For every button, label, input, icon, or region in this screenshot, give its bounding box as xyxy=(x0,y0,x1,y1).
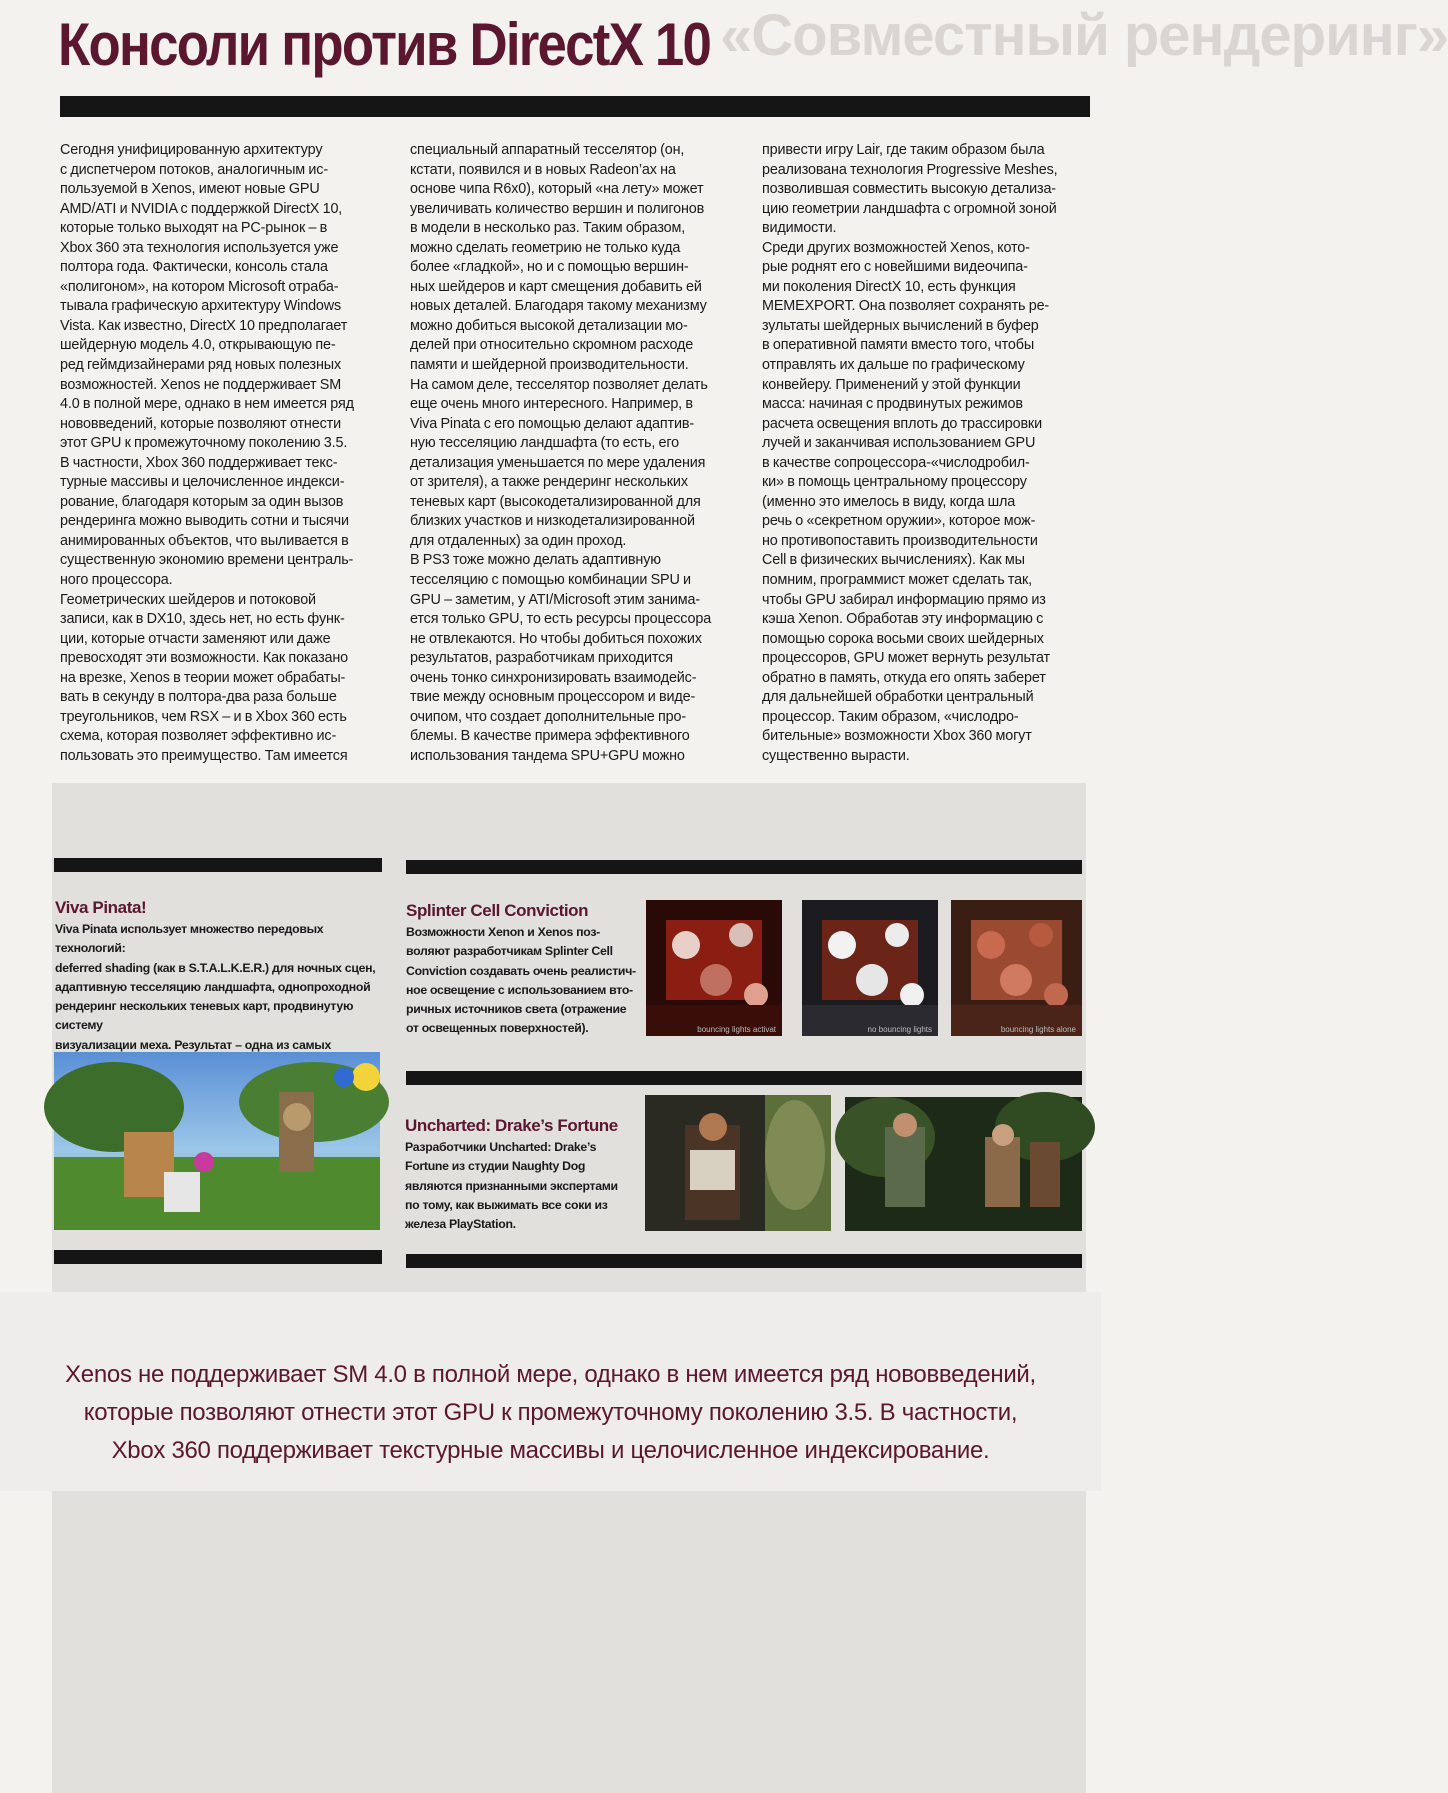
text-line: расчета освещения вплоть до трассировки xyxy=(762,415,1042,432)
uncharted-screenshot xyxy=(845,1097,1082,1231)
text-line: существенно вырасти. xyxy=(762,747,910,764)
text-line: записи, как в DX10, здесь нет, но есть функ- xyxy=(60,611,345,628)
caption-line: Fortune из студии Naughty Dog xyxy=(405,1159,586,1174)
uncharted-screenshot xyxy=(645,1095,831,1231)
text-line: турные массивы и целочисленное индекси- xyxy=(60,474,345,491)
caption-line: deferred shading (как в S.T.A.L.K.E.R.) для ночных сцен, xyxy=(55,960,376,975)
text-line: результатов, разработчикам приходится xyxy=(410,650,673,667)
text-line: процессор. Таким образом, «числодро- xyxy=(762,708,1019,725)
caption-line: ное освещение с использованием вто- xyxy=(406,982,633,997)
sidebar-rule xyxy=(54,858,382,872)
text-line: зультаты шейдерных вычислений в буфер xyxy=(762,317,1039,334)
caption-line: воляют разработчикам Splinter Cell xyxy=(406,944,613,959)
page-title: Консоли против DirectX 10 xyxy=(58,11,711,78)
shot-caption: no bouncing lights xyxy=(867,1025,932,1034)
text-line: Xbox 360 эта технология используется уже xyxy=(60,239,339,256)
text-line: лучей и заканчивая использованием GPU xyxy=(762,435,1036,452)
text-line: очипом, что создает дополнительные про- xyxy=(410,708,686,725)
text-line: речь о «секретном оружии», которое мож- xyxy=(762,513,1036,530)
text-line: Vista. Как известно, DirectX 10 предполагает xyxy=(60,317,348,334)
text-line: В частности, Xbox 360 поддерживает текс- xyxy=(60,454,338,471)
text-line: для отдаленных) за один проход. xyxy=(410,532,627,549)
text-line: пользовать это преимущество. Там имеется xyxy=(60,747,348,764)
text-line: блемы. В качестве примера эффективного xyxy=(410,728,690,745)
text-line: близких участков и низкодетализированной xyxy=(410,513,695,530)
text-line: ного процессора. xyxy=(60,572,173,589)
caption-line: ричных источников света (отражение xyxy=(406,1002,627,1017)
caption-line: Conviction создавать очень реалистич- xyxy=(406,963,636,978)
text-line: «полигоном», на котором Microsoft отраба- xyxy=(60,278,339,295)
text-line: Cell в физических вычислениях). Как мы xyxy=(762,552,1025,569)
text-line: для дальнейшей обработки центральный xyxy=(762,689,1034,706)
splinter-cell-screenshot xyxy=(802,900,938,1036)
text-line: процессоров, GPU может вернуть результат xyxy=(762,650,1050,667)
text-line: (именно это имелось в виду, когда шла xyxy=(762,493,1016,510)
splinter-cell-caption xyxy=(406,923,636,1039)
caption-line: являются признанными экспертами xyxy=(405,1178,618,1193)
text-line: позволившая совместить высокую детализа- xyxy=(762,181,1056,198)
text-line: ред геймдизайнерами ряд новых полезных xyxy=(60,357,342,374)
text-line: MEMEXPORT. Она позволяет сохранять ре- xyxy=(762,298,1050,315)
text-line: памяти и шейдерной производительности. xyxy=(410,357,689,374)
text-line: отправлять их дальше по графическому xyxy=(762,357,1025,374)
text-line: кэша Xenon. Обработав эту информацию с xyxy=(762,611,1044,628)
sidebar-rule xyxy=(54,1250,382,1264)
pullquote xyxy=(0,1356,1101,1470)
sidebar-rule xyxy=(406,1254,1082,1268)
title-rule xyxy=(60,96,1090,117)
sidebar-rule xyxy=(406,1071,1082,1085)
text-line: делей при относительно скромном расходе xyxy=(410,337,694,354)
article-column-1 xyxy=(60,141,390,767)
text-line: в качестве сопроцессора-«числодробил- xyxy=(762,454,1030,471)
text-line: конвейеру. Применений у этой функции xyxy=(762,376,1021,393)
text-line: тывала графическую архитектуру Windows xyxy=(60,298,342,315)
text-line: привести игру Lair, где таким образом была xyxy=(762,142,1045,158)
text-line: можно сделать геометрию не только куда xyxy=(410,239,681,256)
splinter-cell-screenshot xyxy=(646,900,782,1036)
text-line: В PS3 тоже можно делать адаптивную xyxy=(410,552,661,569)
text-line: GPU – заметим, у ATI/Microsoft этим занима- xyxy=(410,591,700,608)
text-line: На самом деле, тесселятор позволяет делать xyxy=(410,376,708,393)
text-line: с диспетчером потоков, аналогичным ис- xyxy=(60,161,328,178)
text-line: теневых карт (высокодетализированной для xyxy=(410,493,701,510)
caption-line: железа PlayStation. xyxy=(405,1217,516,1232)
text-line: помним, программист может сделать так, xyxy=(762,572,1033,589)
text-line: увеличивать количество вершин и полигонов xyxy=(410,200,705,217)
splinter-cell-screenshot xyxy=(951,900,1082,1036)
text-line: на врезке, Xenos в теории может обрабаты- xyxy=(60,669,346,686)
pullquote-line: Xbox 360 поддерживает текстурные массивы и целочисленное индексирование. xyxy=(111,1437,990,1464)
article-column-2 xyxy=(410,141,740,767)
article-column-3 xyxy=(762,141,1092,767)
caption-line: Разработчики Uncharted: Drake’s xyxy=(405,1140,597,1154)
text-line: чтобы GPU забирал информацию прямо из xyxy=(762,591,1046,608)
text-line: не отвлекаются. Но чтобы добиться похожих xyxy=(410,630,702,647)
text-line: ми поколения DirectX 10, есть функция xyxy=(762,278,1016,295)
text-line: вать в секунду в полтора-два раза больше xyxy=(60,689,337,706)
text-line: существенную экономию времени централь- xyxy=(60,552,354,569)
text-line: пользуемой в Xenos, имеют новые GPU xyxy=(60,181,320,198)
text-line: которые только выходят на PC-рынок – в xyxy=(60,220,328,237)
splinter-cell-title: Splinter Cell Conviction xyxy=(406,901,589,920)
text-line: основе чипа R6x0), который «на лету» может xyxy=(410,181,704,198)
text-line: тесселяцию с помощью комбинации SPU и xyxy=(410,572,691,589)
text-line: полтора года. Фактически, консоль стала xyxy=(60,259,328,276)
text-line: помощью сорока восьми своих шейдерных xyxy=(762,630,1044,647)
caption-line: по тому, как выжимать все соки из xyxy=(405,1197,608,1212)
caption-line: рендеринг нескольких теневых карт, продвинутую систему xyxy=(55,999,354,1033)
text-line: рендеринга можно выводить сотни и тысячи xyxy=(60,513,349,530)
viva-pinata-title: Viva Pinata! xyxy=(55,898,147,917)
text-line: в модели в несколько раз. Таким образом, xyxy=(410,220,686,237)
text-line: ции, которые отчасти заменяют или даже xyxy=(60,630,331,647)
text-line: использования тандема SPU+GPU можно xyxy=(410,747,685,764)
text-line: кстати, появился и в новых Radeon’ах на xyxy=(410,161,676,178)
text-line: цию геометрии ландшафта с огромной зоной xyxy=(762,200,1057,217)
text-line: в оперативной памяти вместо того, чтобы xyxy=(762,337,1035,354)
text-line: видимости. xyxy=(762,220,837,237)
viva-pinata-screenshot xyxy=(54,1052,380,1230)
text-line: AMD/ATI и NVIDIA с поддержкой DirectX 10, xyxy=(60,200,343,217)
text-line: твие между основным процессором и виде- xyxy=(410,689,696,706)
text-line: этот GPU к промежуточному поколению 3.5. xyxy=(60,435,348,452)
text-line: ется только GPU, то есть ресурсы процессора xyxy=(410,611,712,628)
text-line: можно добиться высокой детализации мо- xyxy=(410,317,688,334)
text-line: ную тесселяцию ландшафта (то есть, его xyxy=(410,435,680,452)
text-line: специальный аппаратный тесселятор (он, xyxy=(410,142,685,158)
text-line: Сегодня унифицированную архитектуру xyxy=(60,142,323,158)
sidebar-rule xyxy=(406,860,1082,874)
text-line: треугольников, чем RSX – и в Xbox 360 есть xyxy=(60,708,347,725)
text-line: Viva Pinata с его помощью делают адаптив- xyxy=(410,415,694,432)
caption-line: Viva Pinata использует множество передовых технологий: xyxy=(55,922,324,956)
ghost-title-bleed: «Совместный рендеринг» xyxy=(720,3,1448,68)
text-line: очень тонко синхронизировать взаимодейс- xyxy=(410,669,697,686)
text-line: ки» в помощь центральному процессору xyxy=(762,474,1027,491)
text-line: шейдерную модель 4.0, открывающую пе- xyxy=(60,337,336,354)
pullquote-line: Xenos не поддерживает SM 4.0 в полной мере, однако в нем имеется ряд нововведений, xyxy=(65,1361,1036,1388)
caption-line: Возможности Xenon и Xenos поз- xyxy=(406,925,600,939)
text-line: детализация уменьшается по мере удаления xyxy=(410,454,706,471)
text-line: нововведений, которые позволяют отнести xyxy=(60,415,341,432)
text-line: рование, благодаря которым за один вызов xyxy=(60,493,344,510)
text-line: от зрителя), а также рендеринг нескольких xyxy=(410,474,688,491)
uncharted-title: Uncharted: Drake’s Fortune xyxy=(405,1116,618,1135)
pullquote-line: которые позволяют отнести этот GPU к промежуточному поколению 3.5. В частности, xyxy=(83,1399,1018,1426)
caption-line: визуализации меха. Результат – одна из самых xyxy=(55,1037,332,1052)
text-line: масса: начиная с продвинутых режимов xyxy=(762,396,1023,413)
text-line: рые роднят его с новейшими видеочипа- xyxy=(762,259,1028,276)
text-line: анимированных объектов, что выливается в xyxy=(60,532,349,549)
uncharted-caption xyxy=(405,1138,635,1234)
text-line: схема, которая позволяет эффективно ис- xyxy=(60,728,337,745)
text-line: но противопоставить производительности xyxy=(762,532,1038,549)
text-line: 4.0 в полной мере, однако в нем имеется ряд xyxy=(60,396,354,413)
text-line: превосходят эти возможности. Как показано xyxy=(60,650,349,667)
text-line: возможностей. Xenos не поддерживает SM xyxy=(60,376,342,393)
text-line: Среди других возможностей Xenos, кото- xyxy=(762,239,1030,256)
text-line: еще очень много интересного. Например, в xyxy=(410,396,693,413)
shot-caption: bouncing lights alone xyxy=(1000,1025,1076,1034)
caption-line: адаптивную тесселяцию ландшафта, однопроходной xyxy=(55,979,371,994)
shot-caption: bouncing lights activat xyxy=(697,1025,776,1034)
text-line: реализована технология Progressive Meshes, xyxy=(762,161,1058,178)
text-line: ных шейдеров и карт смещения добавить ей xyxy=(410,278,702,295)
text-line: Геометрических шейдеров и потоковой xyxy=(60,591,316,608)
text-line: обратно в память, откуда его опять заберет xyxy=(762,669,1046,686)
text-line: новых деталей. Благодаря такому механизму xyxy=(410,298,707,315)
caption-line: от освещенных поверхностей). xyxy=(406,1021,589,1036)
text-line: бительные» возможности Xbox 360 могут xyxy=(762,728,1032,745)
text-line: более «гладкой», но и с помощью вершин- xyxy=(410,259,689,276)
